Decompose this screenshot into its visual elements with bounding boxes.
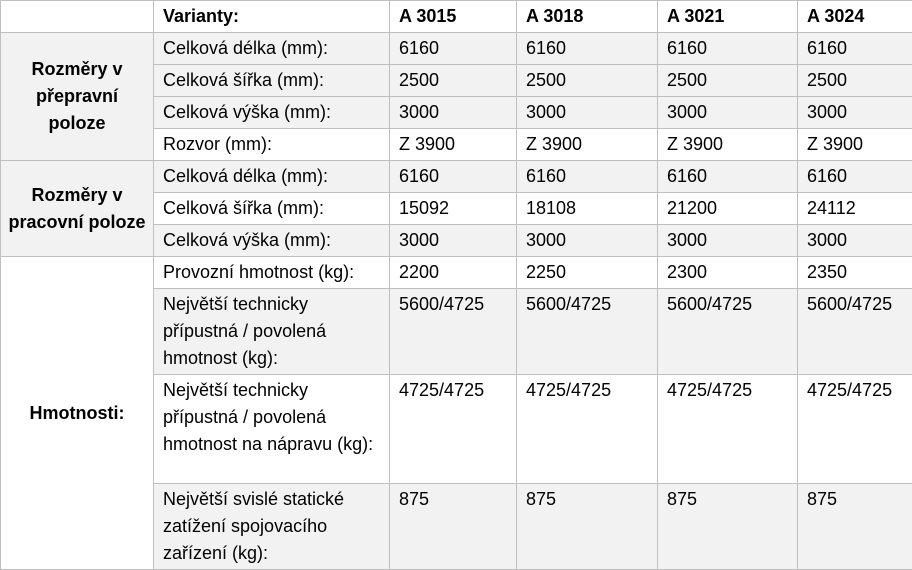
table-cell: 3000 (517, 225, 658, 257)
table-cell: 2500 (390, 65, 517, 97)
table-cell: Z 3900 (390, 129, 517, 161)
table-cell: 2500 (798, 65, 912, 97)
variant-header: A 3018 (517, 1, 658, 33)
table-cell: 875 (798, 484, 912, 570)
table-cell: 6160 (517, 161, 658, 193)
table-cell: 875 (517, 484, 658, 570)
table-cell: 3000 (798, 97, 912, 129)
table-cell: 21200 (658, 193, 798, 225)
table-cell: 3000 (390, 225, 517, 257)
row-label: Celková délka (mm): (154, 161, 390, 193)
table-cell: Z 3900 (517, 129, 658, 161)
table-cell: 4725/4725 (798, 375, 912, 484)
row-label: Rozvor (mm): (154, 129, 390, 161)
row-label: Celková délka (mm): (154, 33, 390, 65)
variant-header: A 3015 (390, 1, 517, 33)
table-cell: 4725/4725 (658, 375, 798, 484)
table-cell: 18108 (517, 193, 658, 225)
table-cell: 2500 (517, 65, 658, 97)
table-cell: Z 3900 (658, 129, 798, 161)
table-cell: 2350 (798, 257, 912, 289)
variant-header: A 3021 (658, 1, 798, 33)
table-cell: 3000 (658, 225, 798, 257)
row-label: Celková šířka (mm): (154, 193, 390, 225)
table-cell: Z 3900 (798, 129, 912, 161)
table-cell: 3000 (390, 97, 517, 129)
table-cell: 6160 (658, 33, 798, 65)
table-cell: 2500 (658, 65, 798, 97)
table-cell: 6160 (390, 33, 517, 65)
table-cell: 2300 (658, 257, 798, 289)
table-cell: 2200 (390, 257, 517, 289)
table-cell: 5600/4725 (798, 289, 912, 375)
corner-cell (1, 1, 154, 33)
variant-header: A 3024 (798, 1, 912, 33)
table-cell: 5600/4725 (658, 289, 798, 375)
row-label: Největší technicky přípustná / povolená hmotnost (kg): (154, 289, 390, 375)
row-label: Provozní hmotnost (kg): (154, 257, 390, 289)
table-cell: 2250 (517, 257, 658, 289)
table-cell: 875 (390, 484, 517, 570)
table-cell: 6160 (517, 33, 658, 65)
row-label: Celková výška (mm): (154, 97, 390, 129)
group-label-working-dimensions: Rozměry v pracovní poloze (1, 161, 154, 257)
table-cell: 3000 (658, 97, 798, 129)
table-cell: 6160 (658, 161, 798, 193)
table-cell: 3000 (798, 225, 912, 257)
table-cell: 24112 (798, 193, 912, 225)
group-label-transport-dimensions: Rozměry v přepravní poloze (1, 33, 154, 161)
table-cell: 875 (658, 484, 798, 570)
variants-header-label: Varianty: (154, 1, 390, 33)
table-cell: 6160 (390, 161, 517, 193)
table-cell: 4725/4725 (390, 375, 517, 484)
table-cell: 6160 (798, 33, 912, 65)
row-label: Největší svislé statické zatížení spojovacího zařízení (kg): (154, 484, 390, 570)
table-cell: 5600/4725 (390, 289, 517, 375)
table-cell: 3000 (517, 97, 658, 129)
table-cell: 4725/4725 (517, 375, 658, 484)
row-label: Celková šířka (mm): (154, 65, 390, 97)
table-cell: 5600/4725 (517, 289, 658, 375)
table-cell: 15092 (390, 193, 517, 225)
table-cell: 6160 (798, 161, 912, 193)
row-label: Celková výška (mm): (154, 225, 390, 257)
group-label-weights: Hmotnosti: (1, 257, 154, 570)
row-label: Největší technicky přípustná / povolená hmotnost na nápravu (kg): (154, 375, 390, 484)
